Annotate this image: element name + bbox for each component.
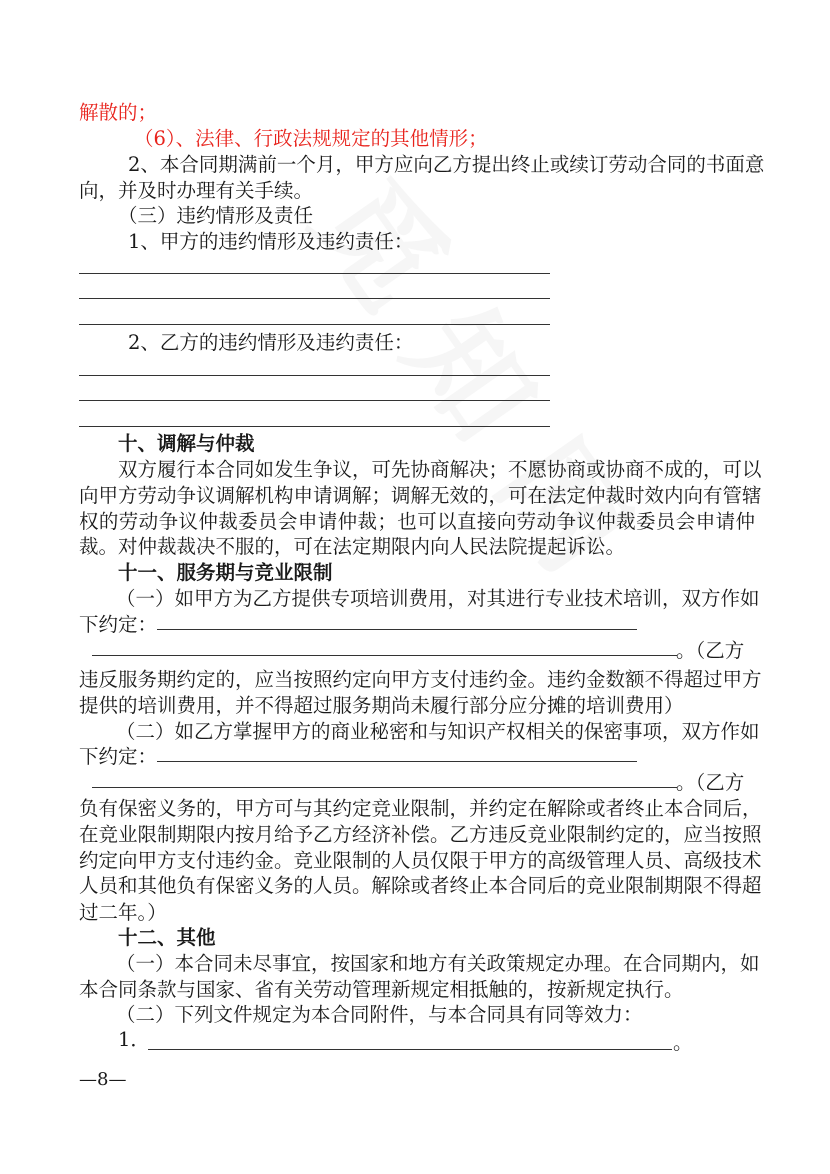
blank-line[interactable] (79, 324, 550, 325)
text-line: 下约定： (79, 613, 158, 636)
text-line: （二）下列文件规定为本合同附件，与本合同具有同等效力： (116, 1003, 643, 1026)
text-line: 解散的； (79, 101, 158, 124)
blank-line[interactable] (79, 273, 550, 274)
section-heading: 十一、服务期与竞业限制 (118, 561, 333, 584)
text-line: 在竞业限制期限内按月给予乙方经济补偿。乙方违反竞业限制约定的，应当按照 (79, 823, 762, 846)
text-line: 1、甲方的违约情形及违约责任： (128, 230, 414, 253)
blank-line[interactable] (157, 761, 637, 762)
text-line: 。（乙方 (676, 639, 745, 662)
text-line: 2、乙方的违约情形及违约责任： (128, 331, 414, 354)
text-line: （二）如乙方掌握甲方的商业秘密和与知识产权相关的保密事项，双方作如 (116, 720, 760, 743)
blank-line[interactable] (79, 375, 550, 376)
text-line: 人员和其他负有保密义务的人员。解除或者终止本合同后的竞业限制期限不得超 (79, 874, 762, 897)
text-line: 向，并及时办理有关手续。 (79, 179, 314, 202)
section-heading: 十、调解与仲裁 (118, 432, 255, 455)
text-line: 本合同条款与国家、省有关劳动管理新规定相抵触的，按新规定执行。 (79, 978, 684, 1001)
text-line: 负有保密义务的，甲方可与其约定竞业限制，并约定在解除或者终止本合同后， (79, 797, 762, 820)
page-number: —8— (79, 1069, 127, 1090)
text-line: 2、本合同期满前一个月，甲方应向乙方提出终止或续订劳动合同的书面意 (128, 153, 765, 176)
text-line: （一）如甲方为乙方提供专项培训费用，对其进行专业技术培训，双方作如 (116, 587, 760, 610)
text-line: 约定向甲方支付违约金。竞业限制的人员仅限于甲方的高级管理人员、高级技术 (79, 849, 762, 872)
text-line: 下约定： (79, 745, 158, 768)
text-line: 。 (673, 1031, 693, 1054)
blank-line[interactable] (79, 298, 550, 299)
section-heading: 十二、其他 (118, 926, 216, 949)
blank-line[interactable] (79, 400, 550, 401)
text-line: 过二年。） (79, 901, 167, 924)
blank-line[interactable] (92, 655, 677, 656)
text-line: 向甲方劳动争议调解机构申请调解；调解无效的，可在法定仲裁时效内向有管辖 (79, 484, 762, 507)
text-line: 违反服务期约定的，应当按照约定向甲方支付违约金。违约金数额不得超过甲方 (79, 668, 762, 691)
text-line: 。（乙方 (676, 771, 745, 794)
text-line: 裁。对仲裁裁决不服的，可在法定期限内向人民法院提起诉讼。 (79, 535, 626, 558)
blank-line[interactable] (79, 426, 550, 427)
blank-line[interactable] (148, 1049, 672, 1050)
text-line: 权的劳动争议仲裁委员会申请仲裁；也可以直接向劳动争议仲裁委员会申请仲 (79, 510, 755, 533)
text-line: 提供的培训费用，并不得超过服务期尚未履行部分应分摊的培训费用） (79, 694, 684, 717)
list-number: 1． (118, 1028, 150, 1051)
text-line: 双方履行本合同如发生争议，可先协商解决；不愿协商或协商不成的，可以 (118, 458, 762, 481)
section-heading: （三）违约情形及责任 (118, 204, 314, 227)
blank-line[interactable] (157, 629, 637, 630)
blank-line[interactable] (92, 787, 677, 788)
text-line: （一）本合同未尽事宜，按国家和地方有关政策规定办理。在合同期内，如 (116, 952, 760, 975)
text-line: （6）、法律、行政法规规定的其他情形； (134, 127, 488, 150)
